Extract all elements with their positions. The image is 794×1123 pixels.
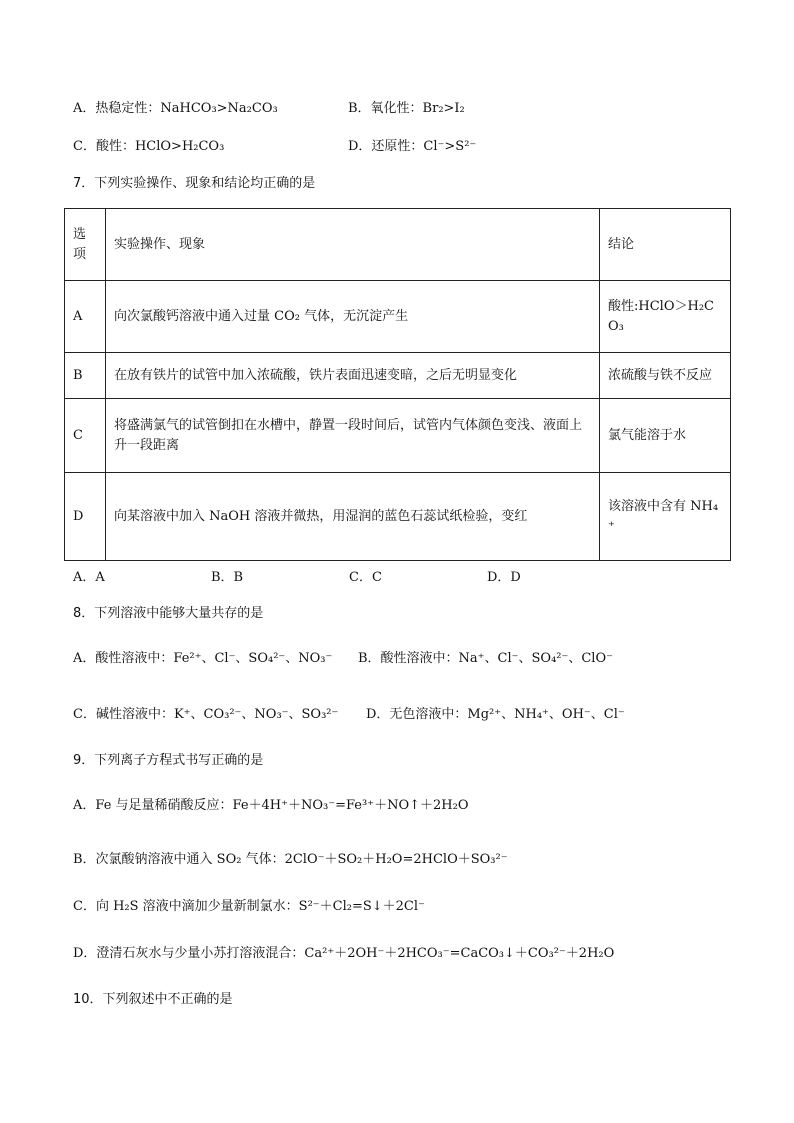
q7-answer-c: C．C <box>349 570 382 585</box>
table-row <box>65 353 731 399</box>
row-operation: 向次氯酸钙溶液中通入过量 CO₂ 气体，无沉淀产生 <box>106 281 600 353</box>
q7-answer-a: A．A <box>73 570 105 585</box>
q10-stem: 10．下列叙述中不正确的是 <box>73 992 233 1007</box>
q6-option-a: A．热稳定性：NaHCO₃>Na₂CO₃ <box>73 101 278 116</box>
q6-option-b: B．氧化性：Br₂>I₂ <box>348 101 465 116</box>
q7-stem: 7．下列实验操作、现象和结论均正确的是 <box>73 176 316 191</box>
row-conclusion: 该溶液中含有 NH₄⁺ <box>600 473 731 561</box>
row-option: A <box>65 281 106 353</box>
row-operation: 将盛满氯气的试管倒扣在水槽中，静置一段时间后，试管内气体颜色变浅、液面上升一段距离 <box>106 399 600 473</box>
row-conclusion: 浓硫酸与铁不反应 <box>600 353 731 399</box>
q9-option-c: C．向 H₂S 溶液中滴加少量新制氯水：S²⁻＋Cl₂=S↓＋2Cl⁻ <box>73 899 425 914</box>
header-conclusion: 结论 <box>600 209 731 281</box>
q9-stem: 9．下列离子方程式书写正确的是 <box>73 753 264 768</box>
row-conclusion: 酸性:HClO＞H₂CO₃ <box>600 281 731 353</box>
q7-answer-b: B．B <box>211 570 244 585</box>
table-header-row <box>65 209 731 281</box>
q9-option-b: B．次氯酸钠溶液中通入 SO₂ 气体：2ClO⁻＋SO₂＋H₂O=2HClO＋SO₃²⁻ <box>73 852 508 867</box>
row-operation: 向某溶液中加入 NaOH 溶液并微热，用湿润的蓝色石蕊试纸检验，变红 <box>106 473 600 561</box>
q6-option-c: C．酸性：HClO>H₂CO₃ <box>73 139 225 154</box>
row-operation: 在放有铁片的试管中加入浓硫酸，铁片表面迅速变暗，之后无明显变化 <box>106 353 600 399</box>
table-row <box>65 399 731 473</box>
row-conclusion: 氯气能溶于水 <box>600 399 731 473</box>
row-option: C <box>65 399 106 473</box>
table-row <box>65 473 731 561</box>
header-operation: 实验操作、现象 <box>106 209 600 281</box>
table-row <box>65 281 731 353</box>
row-option: B <box>65 353 106 399</box>
q8-stem: 8．下列溶液中能够大量共存的是 <box>73 606 264 621</box>
q7-table <box>64 208 731 561</box>
q6-option-d: D．还原性：Cl⁻>S²⁻ <box>348 139 477 154</box>
header-option: 选项 <box>65 209 106 281</box>
q8-option-a: A．酸性溶液中：Fe²⁺、Cl⁻、SO₄²⁻、NO₃⁻ <box>73 651 333 666</box>
q9-option-d: D．澄清石灰水与少量小苏打溶液混合：Ca²⁺＋2OH⁻＋2HCO₃⁻=CaCO₃↓＋CO₃²⁻＋2H₂O <box>73 946 615 961</box>
row-option: D <box>65 473 106 561</box>
q8-option-b: B．酸性溶液中：Na⁺、Cl⁻、SO₄²⁻、ClO⁻ <box>358 651 613 666</box>
q9-option-a: A．Fe 与足量稀硝酸反应：Fe＋4H⁺＋NO₃⁻=Fe³⁺＋NO↑＋2H₂O <box>73 798 469 813</box>
q8-option-c: C．碱性溶液中：K⁺、CO₃²⁻、NO₃⁻、SO₃²⁻ <box>73 707 339 722</box>
q7-answer-d: D．D <box>487 570 521 585</box>
q8-option-d: D．无色溶液中：Mg²⁺、NH₄⁺、OH⁻、Cl⁻ <box>366 707 625 722</box>
